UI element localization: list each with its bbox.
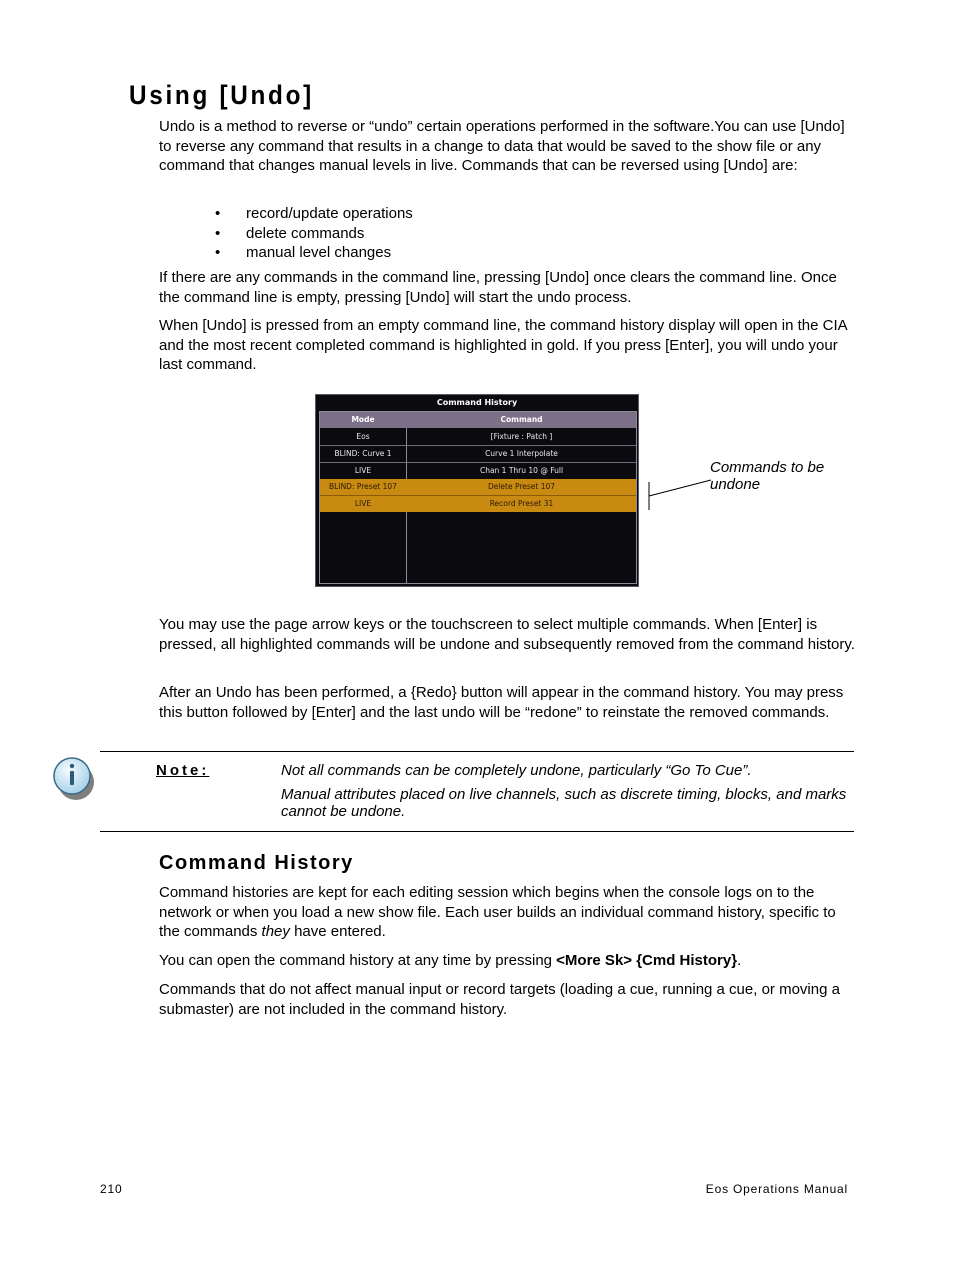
- note-top-rule: [100, 751, 854, 752]
- text-run: You can open the command history at any time by pressing: [159, 952, 557, 969]
- paragraph-undo-behavior: When [Undo] is pressed from an empty command line, the command history display will open in the CIA and the most recent completed command is highlighted in gold. If you press [Enter], you will undo your last command.: [159, 317, 847, 373]
- intro-paragraph: Undo is a method to reverse or “undo” certain operations performed in the software.You can use [Undo] to reverse any command that results in a change to data that would be saved to the show file or any command that changes manual levels in live. Commands that can be reversed using [Undo] are:: [159, 118, 845, 174]
- callout-commands-to-be-undone: Commands to be undone: [710, 459, 825, 493]
- callout-leader-line: [645, 476, 715, 512]
- list-item: • delete commands: [215, 224, 413, 244]
- paragraph-command-line: If there are any commands in the command line, pressing [Undo] once clears the command line. Once the command line is empty, pressing [Undo] will start the undo process.: [159, 269, 837, 306]
- text-run: .: [737, 952, 742, 969]
- paragraph-redo: After an Undo has been performed, a {Redo} button will appear in the command history. You may press this button followed by [Enter] and the last undo will be “redone” to reinstate the removed commands.: [159, 684, 844, 721]
- table-row[interactable]: [320, 429, 636, 445]
- table-row[interactable]: [320, 463, 636, 479]
- page-number: 210: [100, 1182, 123, 1196]
- cell-mode: LIVE: [354, 499, 372, 508]
- emphasis-text: they: [261, 923, 290, 940]
- list-item: • manual level changes: [215, 243, 413, 263]
- cell-mode: LIVE: [354, 466, 372, 475]
- table-row-highlighted[interactable]: [320, 479, 636, 495]
- command-history-screenshot: [315, 394, 639, 587]
- screenshot-title: Command History: [436, 398, 518, 407]
- paragraph-multiple-commands: You may use the page arrow keys or the touchscreen to select multiple commands. When [Enter] is pressed, all highlighted commands will be undone and subsequently removed from the command history.: [159, 616, 855, 653]
- page-heading: Using [Undo]: [129, 80, 314, 110]
- note-label: Note:: [156, 762, 210, 779]
- text-run: have entered.: [289, 923, 386, 940]
- paragraph-command-histories: [159, 883, 859, 942]
- info-icon: [49, 755, 99, 801]
- header-command: Command: [500, 415, 543, 424]
- cell-command: [Fixture : Patch ]: [490, 432, 553, 441]
- footer-title: Eos Operations Manual: [705, 1182, 848, 1196]
- key-sequence: <More Sk> {Cmd History}: [556, 952, 738, 969]
- table-row[interactable]: [320, 446, 636, 462]
- table-header: [320, 412, 636, 428]
- command-history-table: [319, 411, 637, 584]
- cell-command: Chan 1 Thru 10 @ Full: [479, 466, 564, 475]
- cell-command: Record Preset 31: [489, 499, 554, 508]
- cell-mode: Eos: [356, 432, 370, 441]
- table-row-highlighted[interactable]: [320, 496, 636, 512]
- cell-command: Delete Preset 107: [487, 482, 556, 491]
- note-line-1: Not all commands can be completely undone, particularly “Go To Cue”.: [281, 762, 752, 779]
- section-heading: Command History: [159, 852, 354, 874]
- note-line-2: Manual attributes placed on live channels, such as discrete timing, blocks, and marks cannot be undone.: [281, 786, 847, 820]
- undo-bullet-list: [215, 204, 413, 263]
- cell-mode: BLIND: Curve 1: [334, 449, 392, 458]
- cell-command: Curve 1 Interpolate: [485, 449, 558, 458]
- list-item: • record/update operations: [215, 204, 413, 224]
- paragraph-excluded-commands: Commands that do not affect manual input or record targets (loading a cue, running a cue, or moving a submaster) are not included in the command history.: [159, 981, 840, 1018]
- header-mode: Mode: [351, 415, 375, 424]
- note-bottom-rule: [100, 831, 854, 832]
- text-run: Command histories are kept for each editing session which begins when the console logs on to the network or when you load a new show file. Each user builds an individual command history, specific to the commands: [159, 884, 836, 940]
- paragraph-open-history: [159, 951, 859, 971]
- cell-mode: BLIND: Preset 107: [329, 482, 397, 491]
